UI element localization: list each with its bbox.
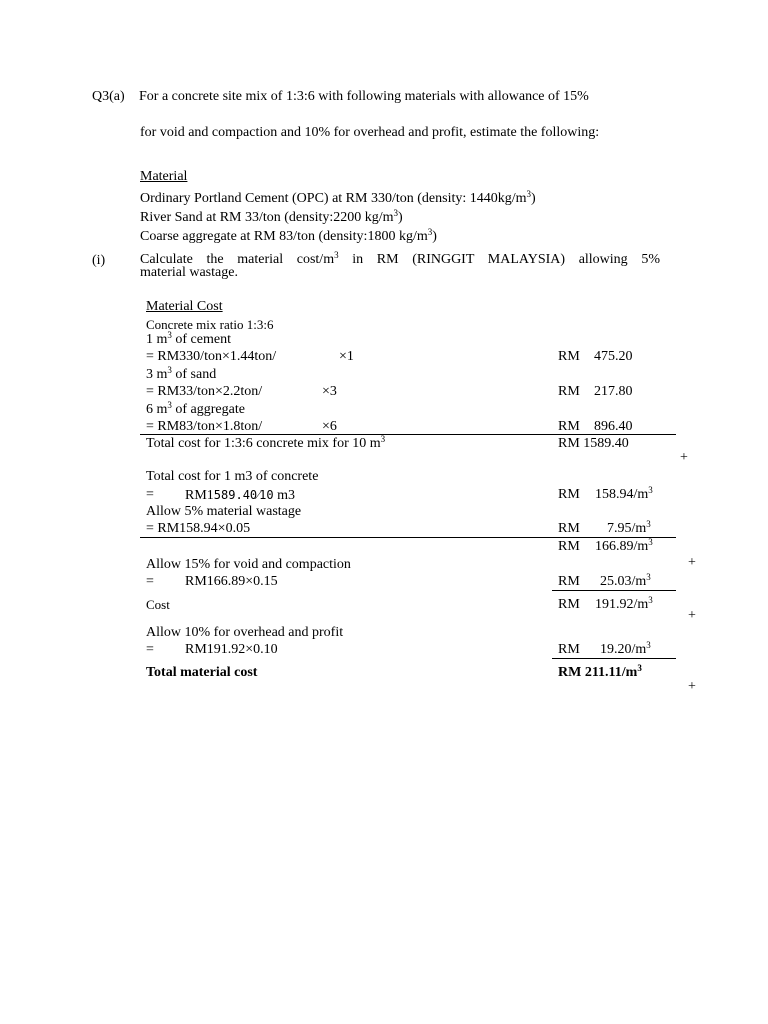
plus-sign: + (680, 450, 688, 465)
total-1m3-formula: RM1589.40⁄10 m3 (185, 488, 295, 503)
equals-sign: = (146, 487, 154, 502)
overhead-rm: RM (558, 642, 580, 657)
material-heading: Material (140, 169, 188, 184)
sand-formula: = RM33/ton×2.2ton/ (146, 384, 263, 399)
material-opc: Ordinary Portland Cement (OPC) at RM 330/ton (density: $1440kg/m^3$) (140, 189, 536, 206)
wastage-label: Allow 5% material wastage (146, 504, 302, 519)
question-line-2: for void and compaction and 10% for overhead and profit, estimate the following: (140, 125, 600, 140)
plus-sign: + (688, 608, 696, 623)
overhead-formula: RM191.92×0.10 (185, 642, 278, 657)
total-material-cost-label: Total material cost (146, 665, 258, 680)
equals-sign: = (146, 642, 154, 657)
sand-value: 217.80 (594, 384, 633, 399)
sand-label: 3 $m^3$ of sand (146, 365, 217, 382)
wastage-rm: RM (558, 521, 580, 536)
aggregate-value: 896.40 (594, 419, 633, 434)
material-aggregate: Coarse aggregate at RM 83/ton (density:1800 $kg/m^3$) (140, 227, 437, 244)
question-line-1: For a concrete site mix of 1:3:6 with following materials with allowance of 15% (139, 89, 589, 104)
divider-line (552, 590, 676, 591)
aggregate-rm: RM (558, 419, 580, 434)
aggregate-multiplier: ×6 (322, 419, 337, 434)
total-1m3-label: Total cost for 1 m3 of concrete (146, 469, 319, 484)
plus-sign: + (688, 679, 696, 694)
wastage-formula: = RM158.94×0.05 (146, 521, 251, 536)
cost-rm: RM (558, 597, 580, 612)
material-sand: River Sand at RM 33/ton (density:2200 $kg/m^3$) (140, 208, 403, 225)
part-i-text-line-1: Calculate the material cost/$m^3$ in RM (RINGGIT MALAYSIA) allowing 5% (140, 250, 660, 267)
void-rm: RM (558, 574, 580, 589)
cement-multiplier: ×1 (339, 349, 354, 364)
mix-ratio: Concrete mix ratio 1:3:6 (146, 317, 274, 332)
aggregate-formula: = RM83/ton×1.8ton/ (146, 419, 263, 434)
divider-line (140, 434, 676, 435)
sand-rm: RM (558, 384, 580, 399)
wastage-value: $7.95/m^3$ (607, 519, 651, 536)
void-label: Allow 15% for void and compaction (146, 557, 351, 572)
overhead-value: $19.20/m^3$ (600, 640, 651, 657)
equals-sign: = (146, 574, 154, 589)
total-material-cost-value: RM $211.11/m^3$ (558, 663, 642, 680)
total-10m3-label: Total cost for 1:3:6 concrete mix for 10 $m^3$ (146, 434, 386, 451)
cement-formula: = RM330/ton×1.44ton/ (146, 349, 277, 364)
total-10m3-value: RM 1589.40 (558, 436, 629, 451)
divider-line (552, 658, 676, 659)
cost-value: $191.92/m^3$ (595, 595, 653, 612)
part-i-text-line-2: material wastage. (140, 265, 238, 280)
aggregate-label: 6 $m^3$ of aggregate (146, 400, 245, 417)
cement-label: 1 $m^3$ of cement (146, 330, 231, 347)
subtotal-value: $166.89/m^3$ (595, 537, 653, 554)
plus-sign: + (688, 555, 696, 570)
cement-value: 475.20 (594, 349, 633, 364)
overhead-label: Allow 10% for overhead and profit (146, 625, 344, 640)
material-cost-heading: Material Cost (146, 299, 223, 314)
part-i-label: (i) (92, 253, 106, 268)
total-1m3-value: $158.94/m^3$ (595, 485, 653, 502)
sand-multiplier: ×3 (322, 384, 337, 399)
void-value: $25.03/m^3$ (600, 572, 651, 589)
divider-line (140, 537, 676, 538)
cost-label: Cost (146, 597, 170, 612)
subtotal-rm: RM (558, 539, 580, 554)
cement-rm: RM (558, 349, 580, 364)
void-formula: RM166.89×0.15 (185, 574, 278, 589)
question-number: Q3(a) (92, 89, 125, 104)
total-1m3-rm: RM (558, 487, 580, 502)
